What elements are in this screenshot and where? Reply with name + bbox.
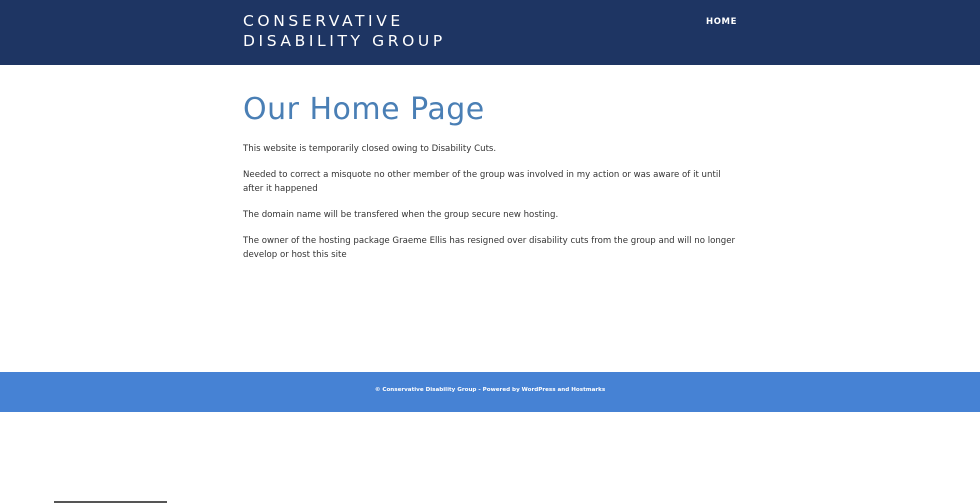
site-title-line-1[interactable]: CONSERVATIVE [243, 12, 404, 30]
footer-copyright: © Conservative Disability Group [374, 387, 477, 393]
page-title: Our Home Page [243, 92, 485, 127]
paragraph-domain: The domain name will be transfered when the group secure new hosting. [243, 210, 559, 220]
site-header [0, 0, 980, 65]
site-title[interactable] [243, 11, 446, 51]
footer-wordpress-link[interactable]: WordPress [521, 387, 556, 393]
footer-separator: - Powered by [476, 387, 522, 393]
footer-credits [0, 387, 980, 393]
footer-hostmarks-link[interactable]: Hostmarks [571, 387, 606, 393]
paragraph-misquote: Needed to correct a misquote no other member of the group was involved in my action or was aware of it until after it happened [243, 170, 721, 194]
paragraph-closed-notice: This website is temporarily closed owing to Disability Cuts. [243, 144, 497, 154]
nav-home-link[interactable]: HOME [705, 17, 737, 27]
paragraph-owner: The owner of the hosting package Graeme Ellis has resigned over disability cuts from the group and will no longer develop or host this site [243, 236, 736, 260]
main-content [243, 88, 743, 274]
site-title-line-2[interactable]: DISABILITY GROUP [243, 32, 446, 50]
footer-and: and [555, 387, 572, 393]
site-footer [0, 372, 980, 412]
